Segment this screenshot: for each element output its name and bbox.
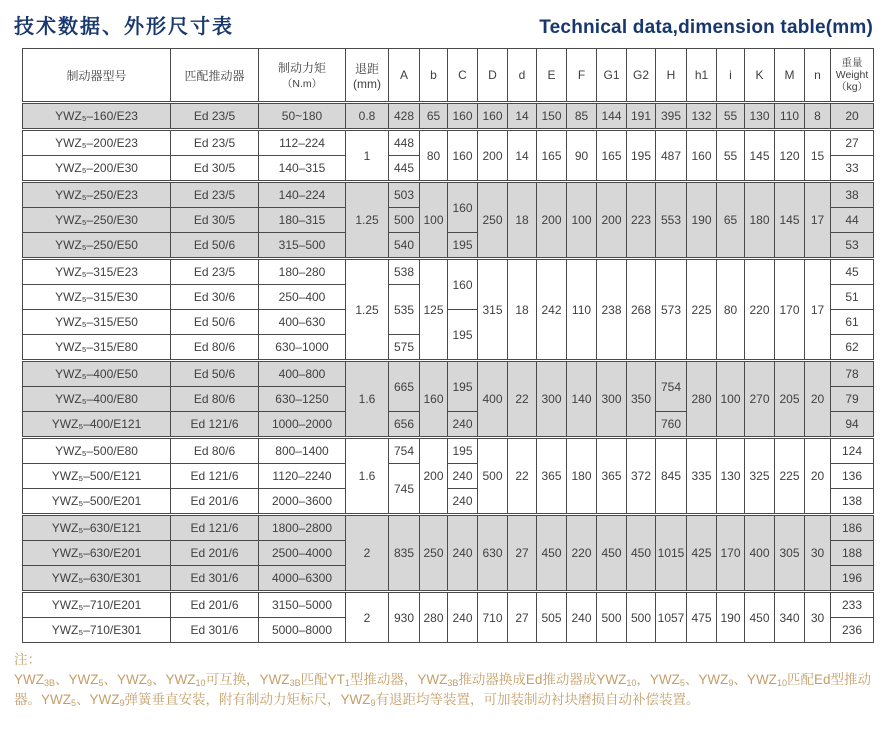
table-cell: 80 — [717, 259, 745, 361]
table-cell: Ed 23/5 — [171, 103, 259, 130]
table-cell: 425 — [687, 515, 717, 592]
table-cell: 125 — [420, 259, 448, 361]
table-cell: 195 — [448, 361, 478, 412]
table-cell: 400–630 — [259, 310, 346, 335]
table-cell: Ed 301/6 — [171, 618, 259, 643]
table-cell: YWZ₅–400/E50 — [23, 361, 171, 387]
footnote-segment: 匹配YT — [300, 671, 345, 687]
table-cell: 1.25 — [346, 259, 389, 361]
table-cell: 220 — [745, 259, 775, 361]
table-cell: 20 — [831, 103, 874, 130]
table-cell: 190 — [717, 592, 745, 643]
table-cell: 220 — [567, 515, 597, 592]
table-cell: 2 — [346, 515, 389, 592]
table-cell: YWZ₅–500/E80 — [23, 438, 171, 464]
table-cell: YWZ₅–200/E23 — [23, 130, 171, 156]
table-cell: 22 — [508, 361, 537, 438]
footnote-subscript: 3B — [44, 677, 56, 688]
table-cell: 65 — [717, 182, 745, 259]
table-cell: 250 — [478, 182, 508, 259]
table-cell: 90 — [567, 130, 597, 182]
table-cell: 754 — [656, 361, 687, 412]
table-row — [23, 182, 874, 208]
table-cell: Ed 121/6 — [171, 412, 259, 438]
table-cell: 630–1250 — [259, 387, 346, 412]
table-cell: 160 — [448, 130, 478, 182]
table-cell: 14 — [508, 130, 537, 182]
table-cell: 124 — [831, 438, 874, 464]
table-cell: 195 — [448, 233, 478, 259]
table-cell: 80 — [420, 130, 448, 182]
table-cell: 55 — [717, 130, 745, 182]
table-cell: 94 — [831, 412, 874, 438]
table-cell: 268 — [627, 259, 656, 361]
table-cell: 195 — [448, 310, 478, 361]
table-cell: 340 — [775, 592, 805, 643]
table-cell: 450 — [537, 515, 567, 592]
table-cell: 30 — [805, 592, 831, 643]
table-cell: 800–1400 — [259, 438, 346, 464]
table-cell: Ed 201/6 — [171, 592, 259, 618]
title-bar — [14, 8, 873, 48]
page-title-en: Technical data,dimension table(mm) — [539, 17, 873, 38]
table-cell: YWZ₅–315/E80 — [23, 335, 171, 361]
table-cell: 250 — [420, 515, 448, 592]
table-row — [23, 103, 874, 130]
table-cell: 186 — [831, 515, 874, 541]
table-cell: Ed 80/6 — [171, 438, 259, 464]
table-cell: 160 — [687, 130, 717, 182]
table-cell: 1800–2800 — [259, 515, 346, 541]
column-header: M — [775, 49, 805, 103]
footnote-subscript: 5 — [98, 677, 104, 688]
table-cell: 112–224 — [259, 130, 346, 156]
table-cell: 630 — [478, 515, 508, 592]
table-cell: 170 — [775, 259, 805, 361]
table-cell: 450 — [627, 515, 656, 592]
column-header: A — [389, 49, 420, 103]
table-cell: 79 — [831, 387, 874, 412]
table-cell: 573 — [656, 259, 687, 361]
column-header: 退距 (mm) — [346, 49, 389, 103]
footnote-subscript: 10 — [776, 677, 787, 688]
table-cell: 400 — [478, 361, 508, 438]
footnote-subscript: 10 — [195, 677, 206, 688]
table-cell: 160 — [420, 361, 448, 438]
table-cell: 3150–5000 — [259, 592, 346, 618]
table-cell: 195 — [627, 130, 656, 182]
footnote-segment: 、YWZ — [684, 671, 729, 687]
table-cell: 930 — [389, 592, 420, 643]
table-cell: 100 — [567, 182, 597, 259]
table-header-row — [23, 49, 874, 103]
table-cell: 335 — [687, 438, 717, 515]
table-cell: 33 — [831, 156, 874, 182]
column-header: 重量 Weight （kg） — [831, 49, 874, 103]
table-cell: 760 — [656, 412, 687, 438]
table-cell: Ed 121/6 — [171, 515, 259, 541]
footnote-segment: 匹配Ed型推动器。YWZ — [14, 671, 871, 707]
table-cell: YWZ₅–315/E50 — [23, 310, 171, 335]
table-cell: 30 — [805, 515, 831, 592]
table-header — [23, 49, 874, 103]
table-cell: 395 — [656, 103, 687, 130]
table-cell: 180–280 — [259, 259, 346, 285]
table-row — [23, 259, 874, 285]
table-cell: 450 — [597, 515, 627, 592]
table-cell: 140 — [567, 361, 597, 438]
table-cell: 17 — [805, 182, 831, 259]
table-cell: 140–224 — [259, 182, 346, 208]
table-cell: 503 — [389, 182, 420, 208]
table-cell: Ed 80/6 — [171, 335, 259, 361]
column-header: E — [537, 49, 567, 103]
column-header: 制动器型号 — [23, 49, 171, 103]
table-cell: 225 — [687, 259, 717, 361]
footnote-segment: 推动器换成Ed推动器成YWZ — [458, 671, 627, 687]
table-cell: 835 — [389, 515, 420, 592]
table-cell: YWZ₅–710/E301 — [23, 618, 171, 643]
table-cell: 300 — [537, 361, 567, 438]
table-cell: YWZ₅–200/E30 — [23, 156, 171, 182]
table-cell: 665 — [389, 361, 420, 412]
table-cell: 18 — [508, 259, 537, 361]
table-cell: 180–315 — [259, 208, 346, 233]
footnote-segment: ，YWZ — [636, 671, 680, 687]
table-cell: 100 — [717, 361, 745, 438]
table-cell: 20 — [805, 438, 831, 515]
table-cell: 223 — [627, 182, 656, 259]
table-cell: 170 — [717, 515, 745, 592]
table-row — [23, 130, 874, 156]
column-header: G2 — [627, 49, 656, 103]
table-cell: YWZ₅–500/E201 — [23, 489, 171, 515]
footnote-segment: 可互换，YWZ — [205, 671, 290, 687]
table-cell: 500 — [478, 438, 508, 515]
table-cell: 136 — [831, 464, 874, 489]
table-cell: 630–1000 — [259, 335, 346, 361]
column-header: K — [745, 49, 775, 103]
table-cell: 138 — [831, 489, 874, 515]
table-cell: 2000–3600 — [259, 489, 346, 515]
table-cell: 145 — [775, 182, 805, 259]
table-cell: 180 — [567, 438, 597, 515]
table-row — [23, 592, 874, 618]
table-cell: 130 — [717, 438, 745, 515]
table-cell: 27 — [508, 515, 537, 592]
table-cell: 538 — [389, 259, 420, 285]
table-cell: 165 — [537, 130, 567, 182]
table-cell: 191 — [627, 103, 656, 130]
table-cell: 53 — [831, 233, 874, 259]
table-cell: 487 — [656, 130, 687, 182]
table-cell: 240 — [448, 592, 478, 643]
table-cell: 18 — [508, 182, 537, 259]
footnote-subscript: 9 — [119, 697, 125, 708]
footnote-subscript: 5 — [71, 697, 77, 708]
table-cell: 14 — [508, 103, 537, 130]
table-cell: 500 — [627, 592, 656, 643]
table-cell: 505 — [537, 592, 567, 643]
table-cell: Ed 30/6 — [171, 285, 259, 310]
table-cell: 195 — [448, 438, 478, 464]
table-cell: 27 — [831, 130, 874, 156]
table-cell: 50~180 — [259, 103, 346, 130]
table-cell: 205 — [775, 361, 805, 438]
table-cell: 400–800 — [259, 361, 346, 387]
column-header: C — [448, 49, 478, 103]
table-cell: 553 — [656, 182, 687, 259]
column-header: n — [805, 49, 831, 103]
table-cell: 1.25 — [346, 182, 389, 259]
table-cell: 65 — [420, 103, 448, 130]
table-cell: 280 — [687, 361, 717, 438]
table-cell: Ed 23/5 — [171, 130, 259, 156]
table-cell: 27 — [508, 592, 537, 643]
table-cell: 1120–2240 — [259, 464, 346, 489]
table-cell: 0.8 — [346, 103, 389, 130]
table-cell: 44 — [831, 208, 874, 233]
footnote-segment: YWZ — [14, 671, 44, 687]
table-cell: Ed 80/6 — [171, 387, 259, 412]
table-cell: 120 — [775, 130, 805, 182]
table-cell: 475 — [687, 592, 717, 643]
table-cell: 110 — [567, 259, 597, 361]
column-header: i — [717, 49, 745, 103]
table-cell: YWZ₅–400/E80 — [23, 387, 171, 412]
table-cell: 100 — [420, 182, 448, 259]
table-cell: 200 — [420, 438, 448, 515]
table-cell: 240 — [448, 464, 478, 489]
table-cell: Ed 121/6 — [171, 464, 259, 489]
table-cell: YWZ₅–630/E301 — [23, 566, 171, 592]
table-cell: 55 — [717, 103, 745, 130]
column-header: d — [508, 49, 537, 103]
table-cell: Ed 301/6 — [171, 566, 259, 592]
footnote-segment: 、YWZ — [76, 691, 120, 707]
footnote-segment: 、YWZ — [733, 671, 777, 687]
table-cell: 20 — [805, 361, 831, 438]
table-cell: 225 — [775, 438, 805, 515]
table-cell: 1000–2000 — [259, 412, 346, 438]
table-cell: 240 — [448, 489, 478, 515]
table-cell: 4000–6300 — [259, 566, 346, 592]
table-cell: 1.6 — [346, 438, 389, 515]
table-cell: 2500–4000 — [259, 541, 346, 566]
column-header: b — [420, 49, 448, 103]
table-cell: 78 — [831, 361, 874, 387]
table-cell: 17 — [805, 259, 831, 361]
table-cell: 180 — [745, 182, 775, 259]
table-cell: 845 — [656, 438, 687, 515]
footnote-subscript: 9 — [147, 677, 153, 688]
footnote-segment: 型推动器，YWZ — [349, 671, 448, 687]
dimension-table — [22, 48, 874, 643]
table-cell: 315 — [478, 259, 508, 361]
table-cell: 188 — [831, 541, 874, 566]
table-cell: 140–315 — [259, 156, 346, 182]
table-cell: Ed 30/5 — [171, 208, 259, 233]
footnote-subscript: 3B — [447, 677, 459, 688]
footnote-subscript: 1 — [344, 677, 350, 688]
table-cell: Ed 23/5 — [171, 259, 259, 285]
table-cell: 745 — [389, 464, 420, 515]
table-cell: 300 — [597, 361, 627, 438]
footnote-label: 注： — [14, 652, 41, 667]
table-cell: 132 — [687, 103, 717, 130]
table-cell: 280 — [420, 592, 448, 643]
table-cell: 200 — [597, 182, 627, 259]
table-cell: 1015 — [656, 515, 687, 592]
table-cell: YWZ₅–630/E201 — [23, 541, 171, 566]
table-cell: 190 — [687, 182, 717, 259]
table-cell: 160 — [448, 182, 478, 233]
table-cell: 15 — [805, 130, 831, 182]
table-cell: 500 — [597, 592, 627, 643]
table-cell: Ed 50/6 — [171, 233, 259, 259]
table-row — [23, 515, 874, 541]
table-cell: YWZ₅–710/E201 — [23, 592, 171, 618]
table-cell: 200 — [478, 130, 508, 182]
table-cell: YWZ₅–160/E23 — [23, 103, 171, 130]
table-cell: 445 — [389, 156, 420, 182]
table-cell: 233 — [831, 592, 874, 618]
table-cell: 250–400 — [259, 285, 346, 310]
table-cell: Ed 23/5 — [171, 182, 259, 208]
table-cell: 5000–8000 — [259, 618, 346, 643]
page-title-cn: 技术数据、外形尺寸表 — [14, 16, 234, 38]
table-cell: 2 — [346, 592, 389, 643]
table-row — [23, 438, 874, 464]
footnote-segment: 弹簧垂直安装，附有制动力矩标尺，YWZ — [124, 691, 371, 707]
table-cell: Ed 201/6 — [171, 541, 259, 566]
footnote-subscript: 3B — [289, 677, 301, 688]
table-cell: 51 — [831, 285, 874, 310]
table-cell: 1 — [346, 130, 389, 182]
table-cell: Ed 201/6 — [171, 489, 259, 515]
table-cell: 450 — [745, 592, 775, 643]
table-cell: 365 — [537, 438, 567, 515]
table-cell: 200 — [537, 182, 567, 259]
table-cell: 165 — [597, 130, 627, 182]
table-cell: 448 — [389, 130, 420, 156]
table-cell: 1.6 — [346, 361, 389, 438]
table-cell: 1057 — [656, 592, 687, 643]
column-header: D — [478, 49, 508, 103]
footnote-segment: 、YWZ — [55, 671, 99, 687]
table-cell: 196 — [831, 566, 874, 592]
footnote-subscript: 9 — [728, 677, 734, 688]
table-cell: YWZ₅–250/E30 — [23, 208, 171, 233]
table-cell: 160 — [448, 259, 478, 310]
table-cell: YWZ₅–500/E121 — [23, 464, 171, 489]
table-cell: 350 — [627, 361, 656, 438]
table-cell: 242 — [537, 259, 567, 361]
column-header: 制动力矩 （N.m） — [259, 49, 346, 103]
table-cell: 315–500 — [259, 233, 346, 259]
table-cell: 428 — [389, 103, 420, 130]
table-cell: 240 — [567, 592, 597, 643]
table-cell: 160 — [448, 103, 478, 130]
table-cell: 145 — [745, 130, 775, 182]
table-cell: 62 — [831, 335, 874, 361]
table-cell: YWZ₅–250/E23 — [23, 182, 171, 208]
table-cell: YWZ₅–630/E121 — [23, 515, 171, 541]
table-cell: 236 — [831, 618, 874, 643]
footnote-segment: 、YWZ — [152, 671, 196, 687]
table-cell: 365 — [597, 438, 627, 515]
table-cell: YWZ₅–250/E50 — [23, 233, 171, 259]
table-row — [23, 361, 874, 387]
table-cell: 160 — [478, 103, 508, 130]
footnote-text — [14, 670, 880, 710]
column-header: F — [567, 49, 597, 103]
table-cell: 150 — [537, 103, 567, 130]
table-cell: 540 — [389, 233, 420, 259]
table-body — [23, 103, 874, 643]
column-header: G1 — [597, 49, 627, 103]
table-cell: 38 — [831, 182, 874, 208]
footnote-segment: 、YWZ — [103, 671, 148, 687]
table-cell: 61 — [831, 310, 874, 335]
table-cell: 240 — [448, 412, 478, 438]
table-cell: 575 — [389, 335, 420, 361]
table-cell: 45 — [831, 259, 874, 285]
footnote-subscript: 5 — [679, 677, 685, 688]
table-cell: 400 — [745, 515, 775, 592]
footnote — [14, 650, 882, 710]
table-cell: 270 — [745, 361, 775, 438]
footnote-subscript: 9 — [370, 697, 376, 708]
column-header: 匹配推动器 — [171, 49, 259, 103]
table-cell: 238 — [597, 259, 627, 361]
column-header: H — [656, 49, 687, 103]
table-cell: 372 — [627, 438, 656, 515]
table-cell: 305 — [775, 515, 805, 592]
table-cell: 110 — [775, 103, 805, 130]
table-cell: 22 — [508, 438, 537, 515]
table-cell: Ed 30/5 — [171, 156, 259, 182]
table-cell: 240 — [448, 515, 478, 592]
table-cell: 325 — [745, 438, 775, 515]
table-cell: 144 — [597, 103, 627, 130]
table-cell: YWZ₅–400/E121 — [23, 412, 171, 438]
table-cell: 500 — [389, 208, 420, 233]
table-cell: 130 — [745, 103, 775, 130]
footnote-segment: 有退距均等装置，可加装制动衬块磨损自动补偿装置。 — [375, 691, 700, 707]
table-cell: Ed 50/6 — [171, 361, 259, 387]
table-cell: YWZ₅–315/E30 — [23, 285, 171, 310]
table-cell: 85 — [567, 103, 597, 130]
table-cell: Ed 50/6 — [171, 310, 259, 335]
column-header: h1 — [687, 49, 717, 103]
table-cell: 535 — [389, 285, 420, 335]
footnote-subscript: 10 — [626, 677, 637, 688]
table-cell: 8 — [805, 103, 831, 130]
table-cell: YWZ₅–315/E23 — [23, 259, 171, 285]
table-cell: 710 — [478, 592, 508, 643]
table-cell: 656 — [389, 412, 420, 438]
table-cell: 754 — [389, 438, 420, 464]
